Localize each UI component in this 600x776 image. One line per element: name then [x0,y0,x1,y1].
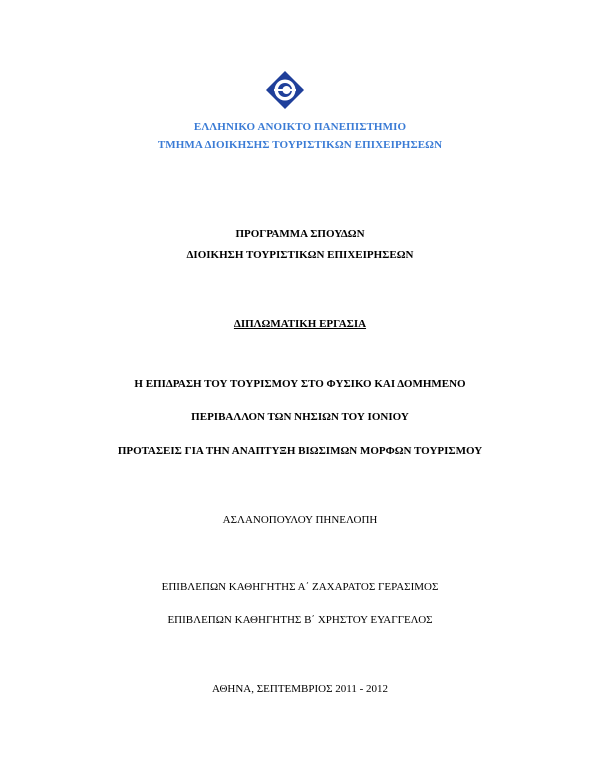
thesis-title-line-1: Η ΕΠΙΔΡΑΣΗ ΤΟΥ ΤΟΥΡΙΣΜΟΥ ΣΤΟ ΦΥΣΙΚΟ ΚΑΙ ΔΟΜΗΜΕΝΟ [134,378,466,390]
program-subtitle: ΔΙΟΙΚΗΣΗ ΤΟΥΡΙΣΤΙΚΩΝ ΕΠΙΧΕΙΡΗΣΕΩΝ [186,249,414,261]
thesis-title-line-3: ΠΡΟΤΑΣΕΙΣ ΓΙΑ ΤΗΝ ΑΝΑΠΤΥΞΗ ΒΙΩΣΙΜΩΝ ΜΟΡΦΩΝ ΤΟΥΡΙΣΜΟΥ [117,445,483,457]
author-name: ΑΣΛΑΝΟΠΟΥΛΟΥ ΠΗΝΕΛΟΠΗ [222,514,378,526]
place-date: ΑΘΗΝΑ, ΣΕΠΤΕΜΒΡΙΟΣ 2011 - 2012 [211,683,389,695]
department-name: ΤΜΗΜΑ ΔΙΟΙΚΗΣΗΣ ΤΟΥΡΙΣΤΙΚΩΝ ΕΠΙΧΕΙΡΗΣΕΩΝ [157,139,443,151]
thesis-title-line-2: ΠΕΡΙΒΑΛΛΟΝ ΤΩΝ ΝΗΣΙΩΝ ΤΟΥ ΙΟΝΙΟΥ [191,411,409,423]
program-title: ΠΡΟΓΡΑΜΜΑ ΣΠΟΥΔΩΝ [235,228,365,240]
supervisor-second: ΕΠΙΒΛΕΠΩΝ ΚΑΘΗΓΗΤΗΣ Β΄ ΧΡΗΣΤΟΥ ΕΥΑΓΓΕΛΟΣ [167,614,433,626]
supervisor-first: ΕΠΙΒΛΕΠΩΝ ΚΑΘΗΓΗΤΗΣ Α΄ ΖΑΧΑΡΑΤΟΣ ΓΕΡΑΣΙΜΟΣ [161,581,439,593]
university-name: ΕΛΛΗΝΙΚΟ ΑΝΟΙΚΤΟ ΠΑΝΕΠΙΣΤΗΜΙΟ [193,121,407,133]
university-emblem-icon [265,70,305,110]
thesis-label: ΔΙΠΛΩΜΑΤΙΚΗ ΕΡΓΑΣΙΑ [233,318,367,330]
